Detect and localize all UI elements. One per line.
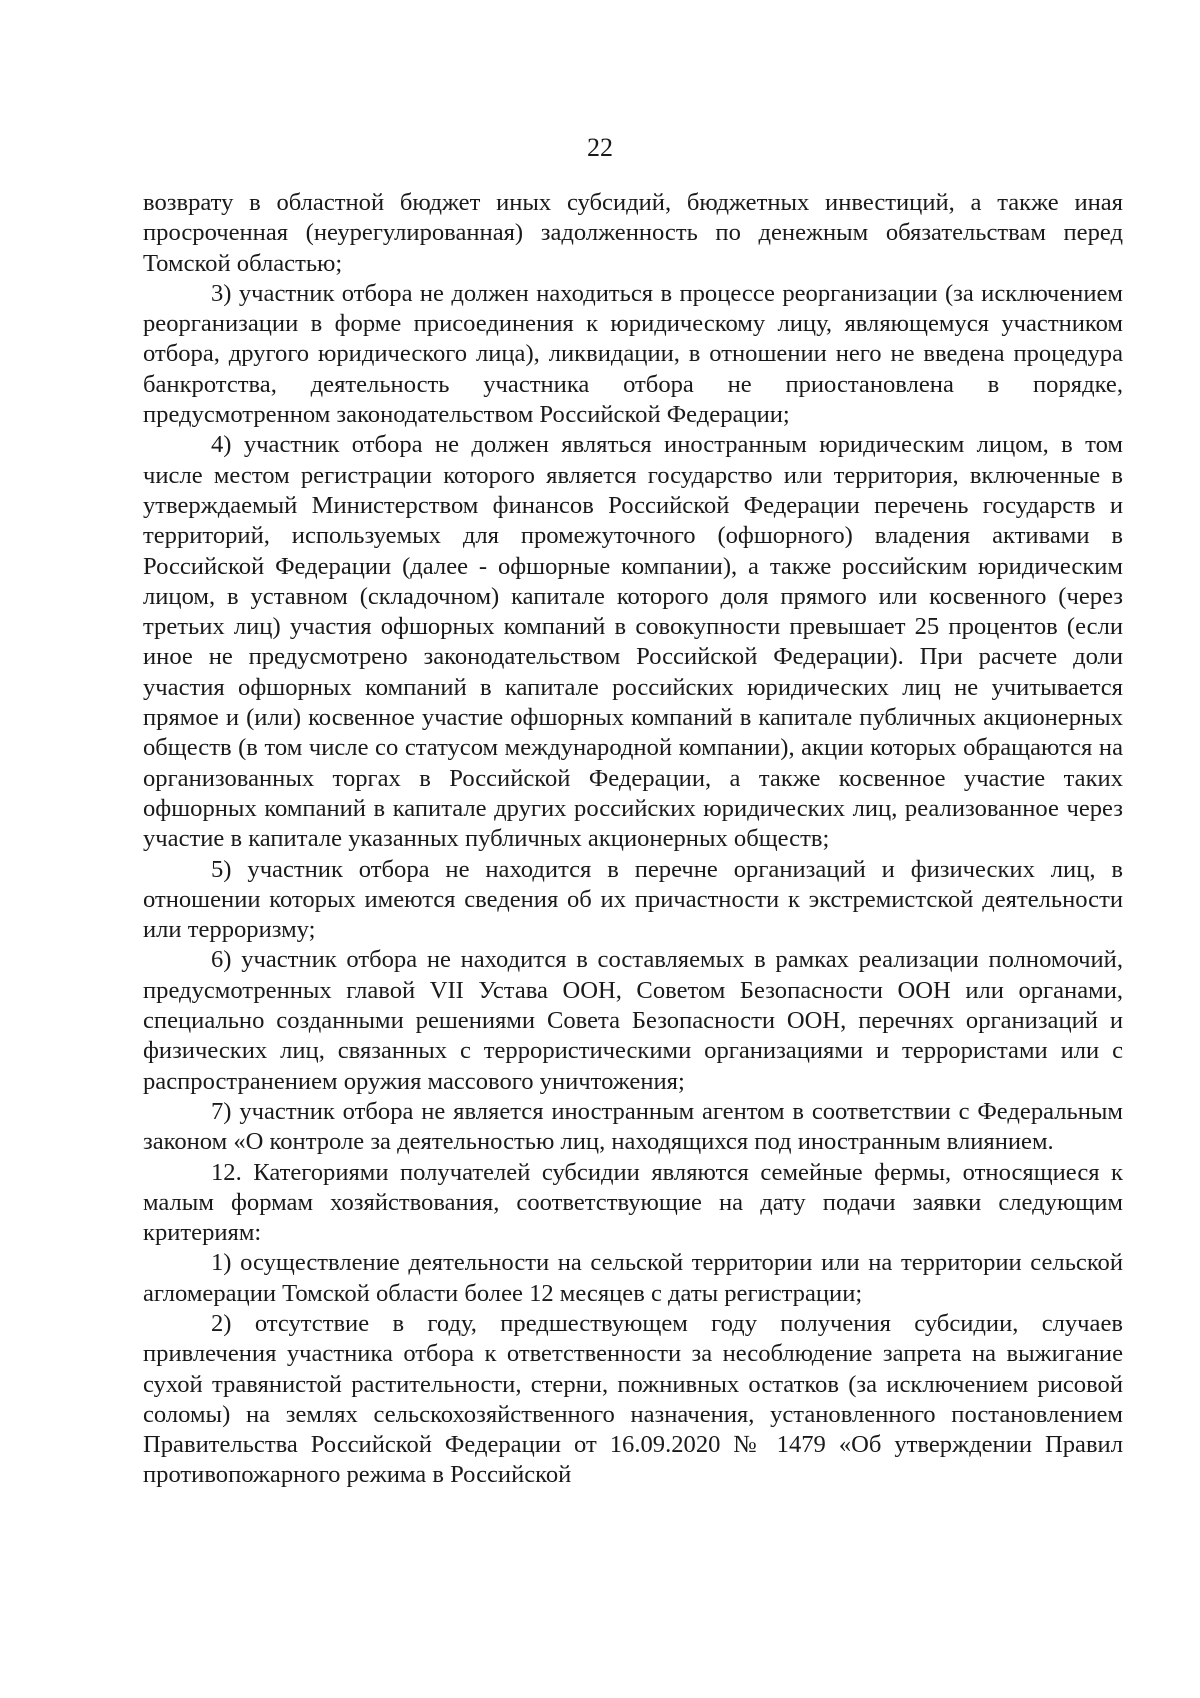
- list-item-3: [143, 279, 1123, 430]
- paragraph-text: возврату в областной бюджет иных субсидий, бюджетных инвестиций, а также иная просроченная (неурегулированная) задолженность по денежным обязательствам перед Томской областью;: [143, 189, 1123, 277]
- list-item-text: участник отбора не находится в перечне организаций и физических лиц, в отношении которых имеются сведения об их причастности к экстремистской деятельности или терроризму;: [143, 855, 1124, 944]
- list-item-number: 4): [211, 431, 232, 459]
- list-item-text: участник отбора не должен находиться в процессе реорганизации (за исключением реорганизации в форме присоединения к юридическому лицу, являющемуся участником отбора, другого юридического лица), ликвидации, в отношении него не введена процедура банкротства, деятельность участника отбора не приостановлена в порядке, предусмотренном законодательством Российской Федерации;: [143, 279, 1123, 429]
- criteria-item-2: [143, 1309, 1123, 1491]
- list-item-text: участник отбора не находится в составляемых в рамках реализации полномочий, предусмотренных главой VII Устава ООН, Советом Безопасности ООН или органами, специально созданными решениями Совета Безопасности ООН, перечнях организаций и физических лиц, связанных с террористическими организациями и террористами или с распространением оружия массового уничтожения;: [143, 946, 1123, 1095]
- list-item-text: участник отбора не должен являться иностранным юридическим лицом, в том числе местом регистрации которого является государство или территория, включенные в утверждаемый Министерством финансов Российской Федерации перечень государств и территорий, используемых для промежуточного (офшорного) владения активами в Российской Федерации (далее - офшорные компании), а также российским юридическим лицом, в уставном (складочном) капитале которого доля прямого или косвенного (через третьих лиц) участия офшорных компаний в совокупности превышает 25 процентов (если иное не предусмотрено законодательством Российской Федерации). При расчете доли участия офшорных компаний в капитале российских юридических лиц не учитывается прямое и (или) косвенное участие офшорных компаний в капитале публичных акционерных обществ (в том числе со статусом международной компании), акции которых обращаются на организованных торгах в Российской Федерации, а также косвенное участие таких офшорных компаний в капитале других российских юридических лиц, реализованное через участие в капитале указанных публичных акционерных обществ;: [143, 431, 1123, 853]
- list-item-7: [143, 1097, 1123, 1158]
- paragraph-continuation: [143, 188, 1123, 279]
- page-number: 22: [587, 133, 613, 162]
- list-item-number: 5): [211, 855, 232, 883]
- criteria-item-1: [143, 1248, 1123, 1309]
- list-item-number: 7): [211, 1097, 232, 1125]
- section-number: 12.: [211, 1158, 242, 1186]
- list-item-text: участник отбора не является иностранным агентом в соответствии с Федеральным законом «О контроле за деятельностью лиц, находящихся под иностранным влиянием.: [143, 1097, 1123, 1156]
- list-item-6: [143, 945, 1123, 1096]
- list-item-number: 3): [211, 279, 232, 307]
- list-item-number: 2): [211, 1309, 232, 1337]
- document-body: [143, 188, 1123, 1491]
- section-text: Категориями получателей субсидии являются семейные фермы, относящиеся к малым формам хозяйствования, соответствующие на дату подачи заявки следующим критериям:: [143, 1158, 1123, 1247]
- section-12: [143, 1158, 1123, 1249]
- list-item-number: 1): [211, 1249, 232, 1277]
- list-item-number: 6): [211, 946, 232, 974]
- list-item-4: [143, 430, 1123, 854]
- list-item-text: отсутствие в году, предшествующем году получения субсидии, случаев привлечения участника отбора к ответственности за несоблюдение запрета на выжигание сухой травянистой растительности, стерни, пожнивных остатков (за исключением рисовой соломы) на землях сельскохозяйственного назначения, установленного постановлением Правительства Российской Федерации от 16.09.2020 № 1479 «Об утверждении Правил противопожарного режима в Российской: [143, 1309, 1123, 1489]
- list-item-5: [143, 855, 1123, 946]
- list-item-text: осуществление деятельности на сельской территории или на территории сельской агломерации Томской области более 12 месяцев с даты регистрации;: [143, 1249, 1123, 1307]
